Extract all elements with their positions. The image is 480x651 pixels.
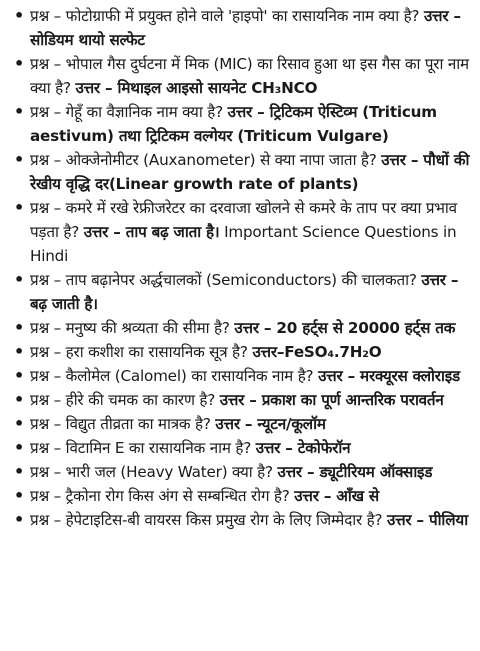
- answer-text: उत्तर – टेकोफेरॉन: [255, 439, 351, 457]
- question-text: प्रश्न – फोटोग्राफी में प्रयुक्त होने वाले 'हाइपो' का रासायनिक नाम क्या है?: [30, 7, 420, 25]
- answer-text: उत्तर – बढ़ जाती है।: [30, 271, 459, 313]
- question-text: प्रश्न – ट्रैकोना रोग किस अंग से सम्बन्धित रोग है?: [30, 487, 290, 505]
- qa-item-11: [8, 412, 472, 436]
- bullet: •: [14, 414, 25, 433]
- question-text: प्रश्न – ताप बढ़ानेपर अर्द्धचालकों (Semiconductors) की चालकता?: [30, 271, 417, 289]
- question-text: प्रश्न – भारी जल (Heavy Water) क्या है?: [30, 463, 273, 481]
- bullet: •: [14, 270, 25, 289]
- qa-item-10: [8, 388, 472, 412]
- question-text: प्रश्न – ओक्जेनोमीटर (Auxanometer) से क्या नापा जाता है?: [30, 151, 377, 169]
- question-text: प्रश्न – हीरे की चमक का कारण है?: [30, 391, 216, 409]
- bullet: •: [14, 486, 25, 505]
- question-text: प्रश्न – गेहूँ का वैज्ञानिक नाम क्या है?: [30, 103, 223, 121]
- bullet: •: [14, 390, 25, 409]
- answer-text: उत्तर – ताप बढ़ जाता है।: [83, 223, 220, 241]
- bullet: •: [14, 198, 25, 217]
- bullet: •: [14, 462, 25, 481]
- answer-text: उत्तर – पौधों की रेखीय वृद्धि दर(Linear growth rate of plants): [30, 151, 470, 193]
- answer-text: उत्तर–FeSO₄.7H₂O: [252, 343, 382, 361]
- question-text: प्रश्न – हरा कशीश का रासायनिक सूत्र है?: [30, 343, 248, 361]
- question-text: प्रश्न – विद्युत तीव्रता का मात्रक है?: [30, 415, 211, 433]
- qa-item-2: [8, 52, 472, 100]
- question-text: प्रश्न – हेपेटाइटिस-बी वायरस किस प्रमुख रोग के लिए जिम्मेदार है?: [30, 511, 383, 529]
- bullet: •: [14, 6, 25, 25]
- bullet: •: [14, 318, 25, 337]
- answer-text: उत्तर – प्रकाश का पूर्ण आन्तरिक परावर्तन: [219, 391, 444, 409]
- qa-item-4: [8, 148, 472, 196]
- bullet: •: [14, 54, 25, 73]
- answer-text: उत्तर – ड्यूटीरियम ऑक्साइड: [277, 463, 433, 481]
- qa-item-7: [8, 316, 472, 340]
- question-text: प्रश्न – मनुष्य की श्रव्यता की सीमा है?: [30, 319, 230, 337]
- answer-text: उत्तर – ट्रिटिकम ऐस्टिव्म (Triticum aestivum) तथा ट्रिटिकम वल्गेयर (Triticum Vulgare): [30, 103, 437, 145]
- question-text: प्रश्न – विटामिन E का रासायनिक नाम है?: [30, 439, 252, 457]
- answer-text: उत्तर – पीलिया: [387, 511, 468, 529]
- qa-item-15: [8, 508, 472, 532]
- qa-item-14: [8, 484, 472, 508]
- qa-item-8: [8, 340, 472, 364]
- answer-text: उत्तर – मरक्यूरस क्लोराइड: [318, 367, 460, 385]
- question-text: प्रश्न – कमरे में रखे रेफ्रीजरेटर का दरवाजा खोलने से कमरे के ताप पर क्या प्रभाव पड़ता है?: [30, 199, 457, 241]
- answer-text: उत्तर – सोडियम थायो सल्फेट: [30, 7, 461, 49]
- question-text: प्रश्न – भोपाल गैस दुर्घटना में मिक (MIC) का रिसाव हुआ था इस गैस का पूरा नाम क्या है?: [30, 55, 469, 97]
- answer-text: उत्तर – 20 हर्ट्स से 20000 हर्ट्स तक: [234, 319, 456, 337]
- note-text: Important Science Questions in Hindi: [30, 223, 457, 265]
- qa-item-9: [8, 364, 472, 388]
- question-answer-list: [8, 4, 472, 532]
- bullet: •: [14, 438, 25, 457]
- question-text: प्रश्न – कैलोमेल (Calomel) का रासायनिक नाम है?: [30, 367, 314, 385]
- qa-item-5: [8, 196, 472, 268]
- bullet: •: [14, 342, 25, 361]
- answer-text: उत्तर – मिथाइल आइसो सायनेट CH₃NCO: [75, 79, 318, 97]
- bullet: •: [14, 102, 25, 121]
- qa-item-13: [8, 460, 472, 484]
- answer-text: उत्तर – न्यूटन/कूलॉम: [215, 415, 326, 433]
- qa-item-3: [8, 100, 472, 148]
- bullet: •: [14, 366, 25, 385]
- qa-item-6: [8, 268, 472, 316]
- bullet: •: [14, 150, 25, 169]
- bullet: •: [14, 510, 25, 529]
- qa-item-1: [8, 4, 472, 52]
- qa-item-12: [8, 436, 472, 460]
- answer-text: उत्तर – आँख से: [294, 487, 379, 505]
